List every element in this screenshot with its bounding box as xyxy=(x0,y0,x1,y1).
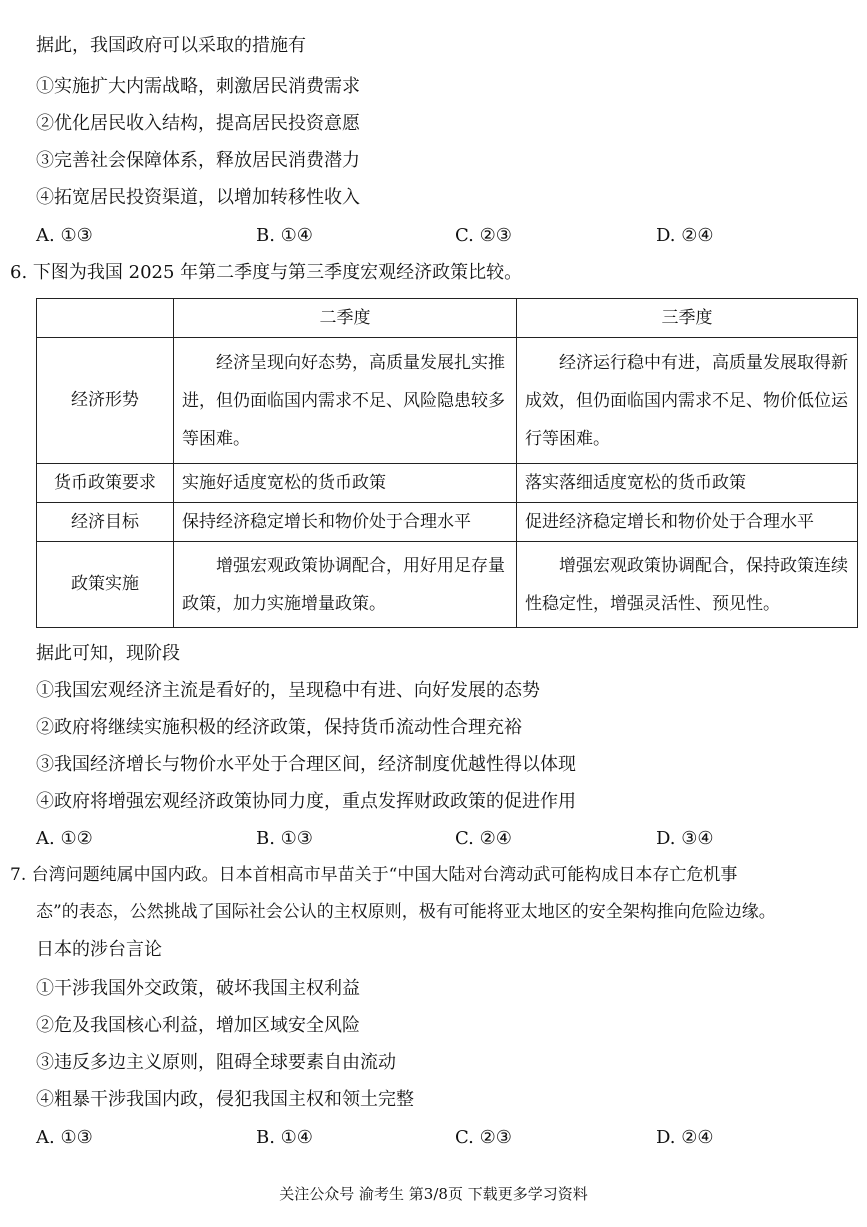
q5-option-d[interactable]: D. ②④ xyxy=(656,225,714,246)
row-label-implementation: 政策实施 xyxy=(37,542,174,628)
q6-option-a[interactable]: A. ①② xyxy=(36,828,93,849)
q7-option-d[interactable]: D. ②④ xyxy=(656,1127,714,1148)
row-label-target: 经济目标 xyxy=(37,503,174,542)
q7-option-b[interactable]: B. ①④ xyxy=(256,1127,313,1148)
table-row xyxy=(37,464,858,503)
q6-statement-2: ②政府将继续实施积极的经济政策，保持货币流动性合理充裕 xyxy=(36,717,522,738)
q5-statement-2: ②优化居民收入结构，提高居民投资意愿 xyxy=(36,113,360,134)
q7-statement-4: ④粗暴干涉我国内政，侵犯我国主权和领土完整 xyxy=(36,1089,414,1110)
q5-statement-4: ④拓宽居民投资渠道，以增加转移性收入 xyxy=(36,187,360,208)
table-header-q2: 二季度 xyxy=(174,299,517,338)
q7-statement-3: ③违反多边主义原则，阻碍全球要素自由流动 xyxy=(36,1052,396,1073)
cell-q3-implementation: 增强宏观政策协调配合，保持政策连续性稳定性，增强灵活性、预见性。 xyxy=(517,542,858,628)
table-header-row xyxy=(37,299,858,338)
cell-q3-monetary: 落实落细适度宽松的货币政策 xyxy=(517,464,858,503)
q5-statement-3: ③完善社会保障体系，释放居民消费潜力 xyxy=(36,150,360,171)
table-row xyxy=(37,542,858,628)
policy-comparison-table xyxy=(36,298,858,628)
table-row xyxy=(37,338,858,464)
cell-q2-economy: 经济呈现向好态势，高质量发展扎实推进，但仍面临国内需求不足、风险隐患较多等困难。 xyxy=(174,338,517,464)
row-label-economy: 经济形势 xyxy=(37,338,174,464)
q5-option-a[interactable]: A. ①③ xyxy=(36,225,93,246)
cell-q2-implementation: 增强宏观政策协调配合，用好用足存量政策，加力实施增量政策。 xyxy=(174,542,517,628)
cell-q3-economy: 经济运行稳中有进，高质量发展取得新成效，但仍面临国内需求不足、物价低位运行等困难。 xyxy=(517,338,858,464)
cell-q3-target: 促进经济稳定增长和物价处于合理水平 xyxy=(517,503,858,542)
row-label-monetary: 货币政策要求 xyxy=(37,464,174,503)
q5-intro: 据此，我国政府可以采取的措施有 xyxy=(36,35,306,56)
table-row xyxy=(37,503,858,542)
q7-stem-line-2: 态”的表态，公然挑战了国际社会公认的主权原则，极有可能将亚太地区的安全架构推向危险边缘。 xyxy=(36,902,776,922)
q7-statement-1: ①干涉我国外交政策，破坏我国主权利益 xyxy=(36,978,360,999)
q6-stem: 6. 下图为我国 2025 年第二季度与第三季度宏观经济政策比较。 xyxy=(10,262,523,283)
q6-option-b[interactable]: B. ①③ xyxy=(256,828,313,849)
q6-option-c[interactable]: C. ②④ xyxy=(455,828,512,849)
cell-q2-monetary: 实施好适度宽松的货币政策 xyxy=(174,464,517,503)
q5-statement-1: ①实施扩大内需战略，刺激居民消费需求 xyxy=(36,76,360,97)
q7-option-c[interactable]: C. ②③ xyxy=(455,1127,512,1148)
table-header-empty xyxy=(37,299,174,338)
q6-statement-3: ③我国经济增长与物价水平处于合理区间，经济制度优越性得以体现 xyxy=(36,754,576,775)
q6-option-d[interactable]: D. ③④ xyxy=(656,828,714,849)
q5-option-b[interactable]: B. ①④ xyxy=(256,225,313,246)
q5-option-c[interactable]: C. ②③ xyxy=(455,225,512,246)
cell-q2-target: 保持经济稳定增长和物价处于合理水平 xyxy=(174,503,517,542)
page-footer: 关注公众号 渝考生 第3/8页 下载更多学习资料 xyxy=(279,1185,588,1203)
q7-option-a[interactable]: A. ①③ xyxy=(36,1127,93,1148)
q6-intro: 据此可知，现阶段 xyxy=(36,643,180,664)
table-header-q3: 三季度 xyxy=(517,299,858,338)
q6-statement-4: ④政府将增强宏观经济政策协同力度，重点发挥财政政策的促进作用 xyxy=(36,791,576,812)
q7-intro: 日本的涉台言论 xyxy=(36,939,162,960)
q6-statement-1: ①我国宏观经济主流是看好的，呈现稳中有进、向好发展的态势 xyxy=(36,680,540,701)
q7-statement-2: ②危及我国核心利益，增加区域安全风险 xyxy=(36,1015,360,1036)
q7-stem-line-1: 7. 台湾问题纯属中国内政。日本首相高市早苗关于“中国大陆对台湾动武可能构成日本存亡危机事 xyxy=(10,865,738,885)
